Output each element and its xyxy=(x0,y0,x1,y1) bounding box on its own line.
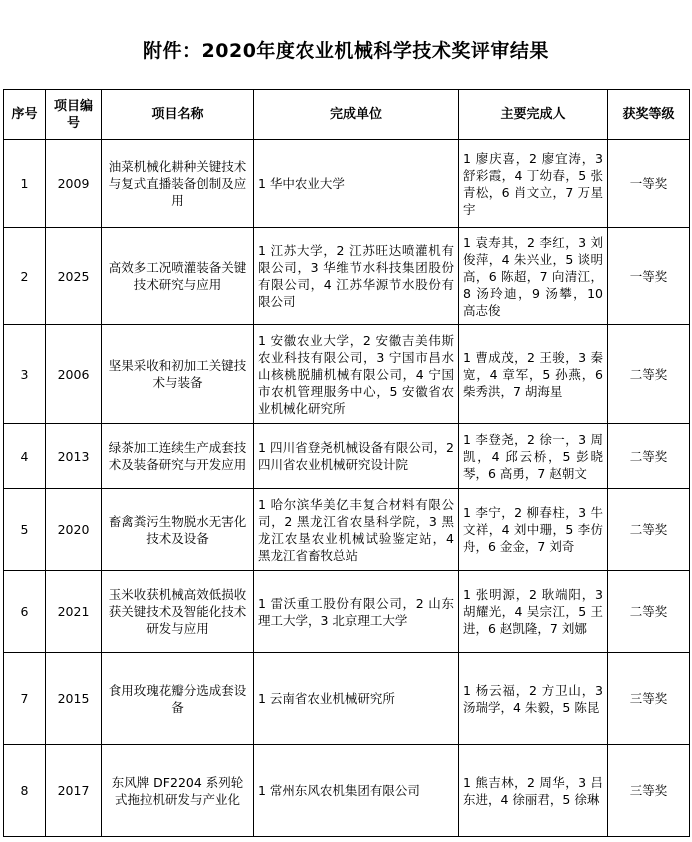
cell-project-name: 玉米收获机械高效低损收获关键技术及智能化技术研发与应用 xyxy=(102,571,254,653)
cell-project-name: 坚果采收和初加工关键技术与装备 xyxy=(102,325,254,424)
cell-project-name: 食用玫瑰花瓣分选成套设备 xyxy=(102,653,254,745)
header-units: 完成单位 xyxy=(254,90,459,140)
cell-seq: 2 xyxy=(4,228,46,325)
header-name: 项目名称 xyxy=(102,90,254,140)
results-table xyxy=(3,89,690,837)
cell-project-name: 东风牌 DF2204 系列轮式拖拉机研发与产业化 xyxy=(102,745,254,837)
cell-seq: 8 xyxy=(4,745,46,837)
cell-seq: 7 xyxy=(4,653,46,745)
table-row xyxy=(4,424,690,489)
cell-award: 三等奖 xyxy=(608,653,690,745)
cell-seq: 3 xyxy=(4,325,46,424)
cell-units: 1 哈尔滨华美亿丰复合材料有限公司，2 黑龙江省农垦科学院，3 黑龙江农垦农业机械试验鉴定站，4 黑龙江省畜牧总站 xyxy=(254,489,459,571)
cell-award: 二等奖 xyxy=(608,489,690,571)
cell-project-name: 畜禽粪污生物脱水无害化技术及设备 xyxy=(102,489,254,571)
cell-units: 1 江苏大学，2 江苏旺达喷灌机有限公司，3 华维节水科技集团股份有限公司，4 江苏华源节水股份有限公司 xyxy=(254,228,459,325)
table-row xyxy=(4,653,690,745)
cell-people: 1 袁寿其，2 李红，3 刘俊萍，4 朱兴业，5 谈明高，6 陈超，7 向清江，8 汤玲迪，9 汤攀，10 高志俊 xyxy=(459,228,608,325)
cell-units: 1 四川省登尧机械设备有限公司，2 四川省农业机械研究设计院 xyxy=(254,424,459,489)
cell-seq: 4 xyxy=(4,424,46,489)
cell-code: 2017 xyxy=(46,745,102,837)
cell-units: 1 雷沃重工股份有限公司，2 山东理工大学，3 北京理工大学 xyxy=(254,571,459,653)
cell-code: 2006 xyxy=(46,325,102,424)
cell-people: 1 熊吉林，2 周华，3 吕东进，4 徐丽君，5 徐琳 xyxy=(459,745,608,837)
cell-award: 二等奖 xyxy=(608,424,690,489)
cell-units: 1 云南省农业机械研究所 xyxy=(254,653,459,745)
cell-project-name: 高效多工况喷灌装备关键技术研究与应用 xyxy=(102,228,254,325)
cell-seq: 5 xyxy=(4,489,46,571)
cell-award: 二等奖 xyxy=(608,571,690,653)
cell-code: 2009 xyxy=(46,140,102,228)
cell-people: 1 廖庆喜，2 廖宜涛，3 舒彩霞，4 丁幼春，5 张青松，6 肖文立，7 万星宇 xyxy=(459,140,608,228)
cell-project-name: 绿茶加工连续生产成套技术及装备研究与开发应用 xyxy=(102,424,254,489)
table-row xyxy=(4,140,690,228)
header-award: 获奖等级 xyxy=(608,90,690,140)
cell-award: 一等奖 xyxy=(608,140,690,228)
cell-units: 1 常州东风农机集团有限公司 xyxy=(254,745,459,837)
cell-code: 2020 xyxy=(46,489,102,571)
cell-code: 2013 xyxy=(46,424,102,489)
cell-award: 三等奖 xyxy=(608,745,690,837)
table-row xyxy=(4,325,690,424)
header-seq: 序号 xyxy=(4,90,46,140)
cell-code: 2025 xyxy=(46,228,102,325)
table-row xyxy=(4,228,690,325)
cell-people: 1 杨云福，2 方卫山，3 汤瑞学，4 朱毅，5 陈昆 xyxy=(459,653,608,745)
cell-people: 1 李登尧，2 徐一，3 周凯，4 邱云桥，5 彭晓琴，6 高勇，7 赵朝文 xyxy=(459,424,608,489)
table-header-row xyxy=(4,90,690,140)
table-row xyxy=(4,489,690,571)
cell-units: 1 安徽农业大学，2 安徽吉美伟斯农业科技有限公司，3 宁国市昌水山核桃脱脯机械有限公司，4 宁国市农机管理服务中心，5 安徽省农业机械化研究所 xyxy=(254,325,459,424)
cell-units: 1 华中农业大学 xyxy=(254,140,459,228)
table-row xyxy=(4,571,690,653)
table-row xyxy=(4,745,690,837)
header-people: 主要完成人 xyxy=(459,90,608,140)
cell-code: 2021 xyxy=(46,571,102,653)
header-code: 项目编号 xyxy=(46,90,102,140)
cell-people: 1 曹成茂，2 王骏，3 秦宽，4 章军，5 孙燕，6 柴秀洪，7 胡海星 xyxy=(459,325,608,424)
cell-seq: 1 xyxy=(4,140,46,228)
cell-project-name: 油菜机械化耕种关键技术与复式直播装备创制及应用 xyxy=(102,140,254,228)
page-title: 附件：2020年度农业机械科学技术奖评审结果 xyxy=(143,40,549,62)
cell-people: 1 张明源，2 耿端阳，3 胡耀光，4 吴宗江，5 王进，6 赵凯隆，7 刘娜 xyxy=(459,571,608,653)
cell-seq: 6 xyxy=(4,571,46,653)
cell-people: 1 李宁，2 柳春柱，3 牛文祥，4 刘中珊，5 李仿舟，6 金金，7 刘奇 xyxy=(459,489,608,571)
cell-award: 二等奖 xyxy=(608,325,690,424)
cell-award: 一等奖 xyxy=(608,228,690,325)
cell-code: 2015 xyxy=(46,653,102,745)
